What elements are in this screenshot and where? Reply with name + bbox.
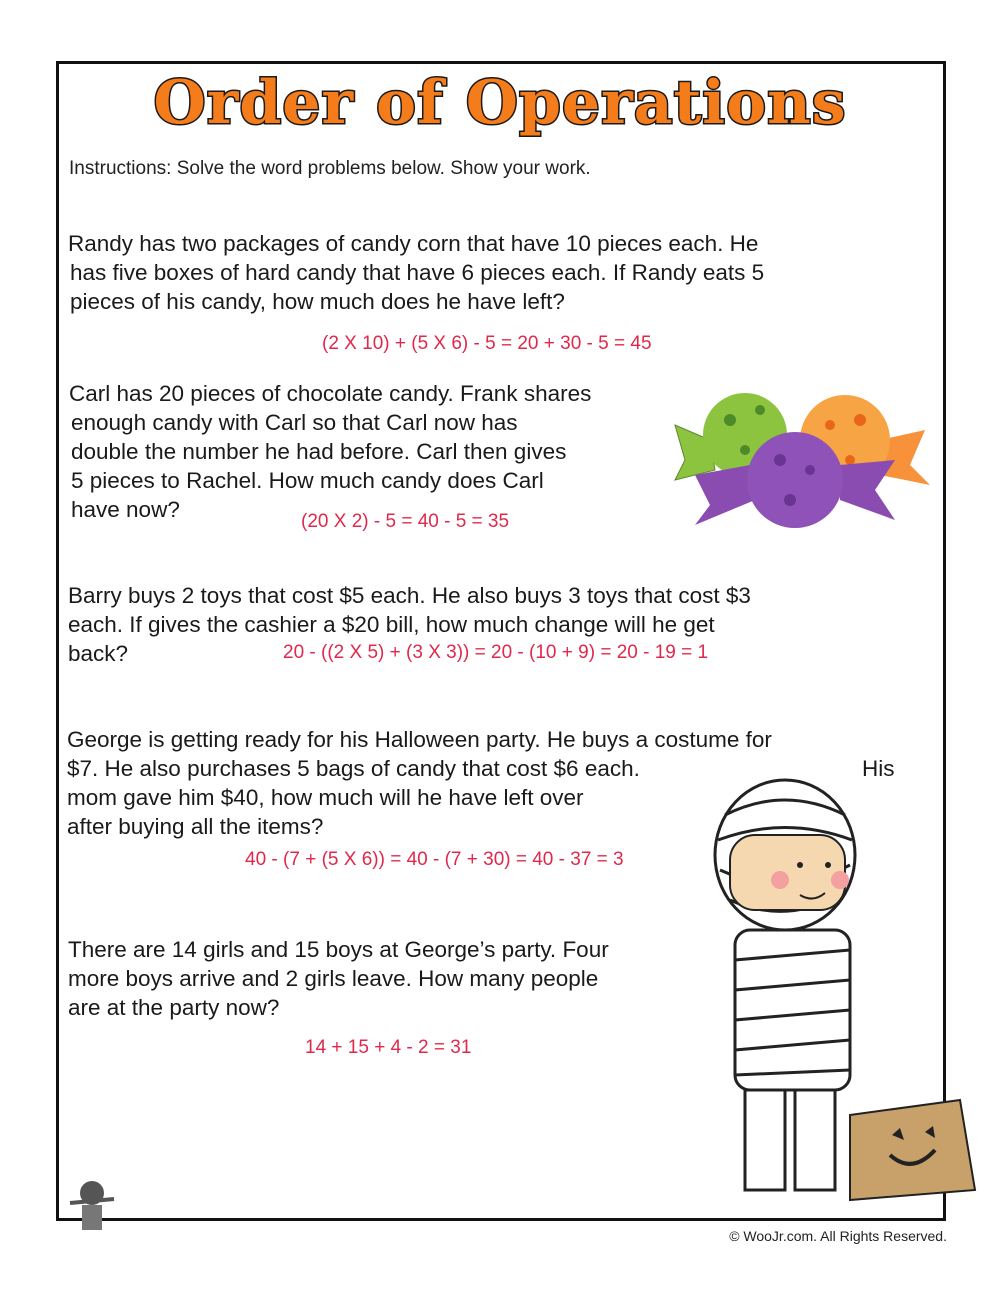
problem-3-line: each. If gives the cashier a $20 bill, how much change will he get	[68, 612, 715, 637]
problem-2-line: Carl has 20 pieces of chocolate candy. Frank shares	[69, 381, 592, 406]
problem-3-line: Barry buys 2 toys that cost $5 each. He also buys 3 toys that cost $3	[68, 583, 751, 608]
problem-3-answer: 20 - ((2 X 5) + (3 X 3)) = 20 - (10 + 9) = 20 - 19 = 1	[283, 642, 709, 663]
problem-4-line: mom gave him $40, how much will he have left over	[67, 785, 584, 810]
mummy-girl-icon	[62, 1175, 122, 1240]
problem-5-line: There are 14 girls and 15 boys at George’s party. Four	[68, 937, 609, 962]
candy-illustration	[670, 380, 935, 530]
problem-1-line: has five boxes of hard candy that have 6 pieces each. If Randy eats 5	[70, 260, 765, 285]
problem-3-line: back?	[68, 641, 129, 666]
instructions: Instructions: Solve the word problems below. Show your work.	[69, 158, 591, 179]
mummy-illustration	[680, 770, 980, 1220]
problem-2-line: enough candy with Carl so that Carl now has	[71, 410, 518, 435]
problem-4-line: George is getting ready for his Halloween party. He buys a costume for	[67, 727, 772, 752]
copyright: © WooJr.com. All Rights Reserved.	[729, 1228, 947, 1244]
problem-1-line: Randy has two packages of candy corn that have 10 pieces each. He	[68, 231, 759, 256]
worksheet-title: Order of Operations	[153, 68, 847, 138]
problem-2-line: have now?	[71, 497, 180, 522]
problem-4-line: $7. He also purchases 5 bags of candy that cost $6 each.	[67, 756, 640, 781]
problem-4-answer: 40 - (7 + (5 X 6)) = 40 - (7 + 30) = 40 - 37 = 3	[245, 849, 624, 870]
problem-5-line: more boys arrive and 2 girls leave. How many people	[68, 966, 599, 991]
problem-5-answer: 14 + 15 + 4 - 2 = 31	[305, 1037, 472, 1058]
problem-4-line: after buying all the items?	[67, 814, 324, 839]
problem-2-line: 5 pieces to Rachel. How much candy does Carl	[71, 468, 544, 493]
problem-5-line: are at the party now?	[68, 995, 280, 1020]
problem-1-answer: (2 X 10) + (5 X 6) - 5 = 20 + 30 - 5 = 45	[322, 333, 652, 354]
problem-1-line: pieces of his candy, how much does he have left?	[70, 289, 565, 314]
problem-4-line: His	[862, 756, 895, 781]
problem-2-line: double the number he had before. Carl then gives	[71, 439, 567, 464]
problem-2-answer: (20 X 2) - 5 = 40 - 5 = 35	[301, 511, 510, 532]
